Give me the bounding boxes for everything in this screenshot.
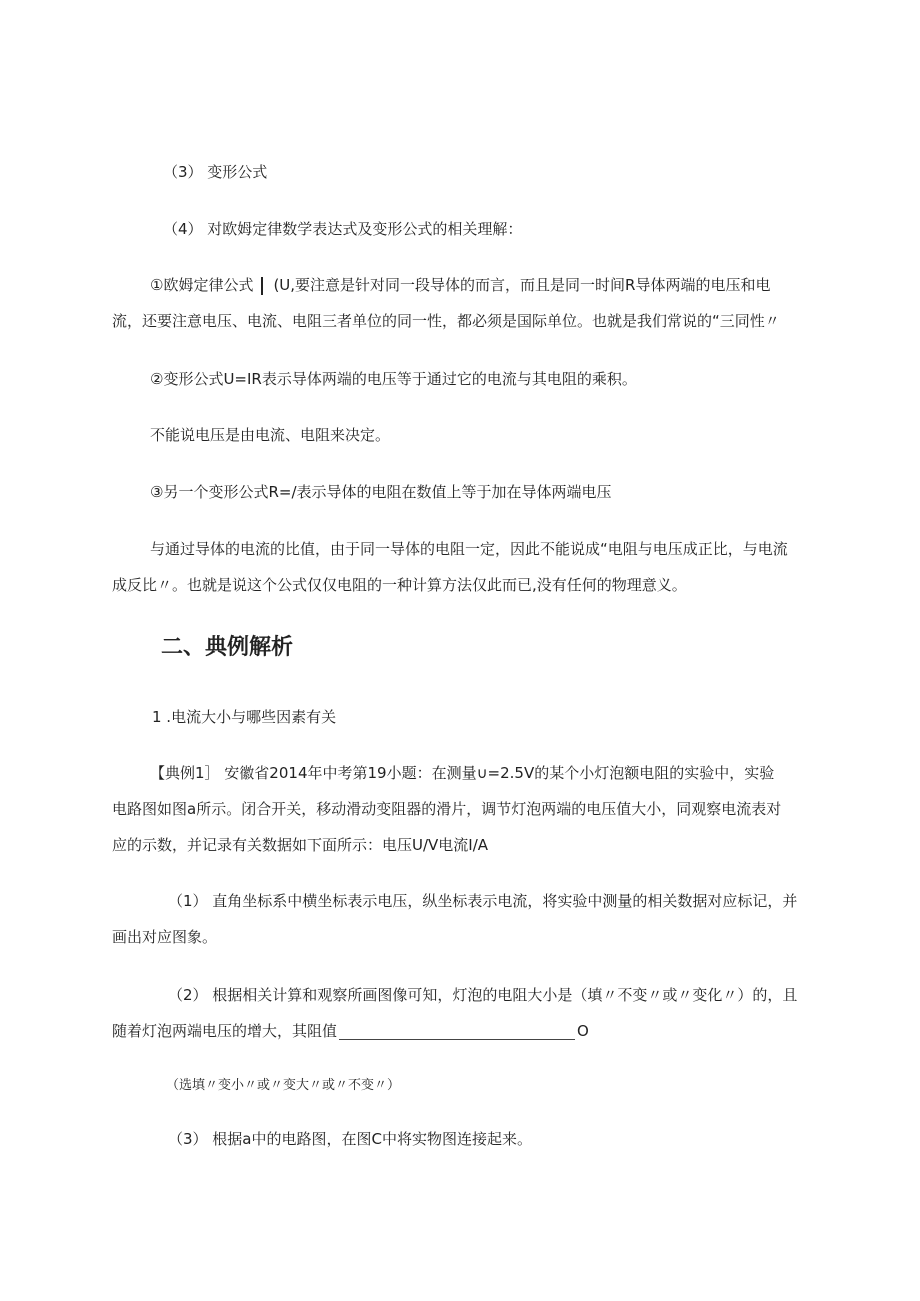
paragraph-ratio-line1: 与通过导体的电流的比值，由于同一导体的电阻一定，因此不能说成“电阻与电压成正比，与电流 <box>150 540 788 558</box>
example-1-line2: 电路图如图a所示。闭合开关，移动滑动变阻器的滑片，调节灯泡两端的电压值大小，同观察电流表对 <box>112 800 782 818</box>
formula-bar <box>261 277 263 295</box>
paragraph-ohm-formula <box>150 270 770 301</box>
paragraph-uir: ②变形公式U=IR表示导体两端的电压等于通过它的电流与其电阻的乘积。 <box>150 370 637 388</box>
paragraph-ohm-formula-line2: 流，还要注意电压、电流、电阻三者单位的同一性，都必须是国际单位。也就是我们常说的“三同性〃 <box>112 312 780 330</box>
question-2-note: （选填〃变小〃或〃变大〃或〃不变〃） <box>166 1078 401 1093</box>
question-1-line2: 画出对应图象。 <box>112 928 218 946</box>
question-2-line2-end: O <box>577 1022 589 1040</box>
question-2-line1: （2） 根据相关计算和观察所画图像可知，灯泡的电阻大小是（填〃不变〃或〃变化〃）的，且 <box>168 986 798 1004</box>
paragraph-r-formula: ③另一个变形公式R=/表示导体的电阻在数值上等于加在导体两端电压 <box>150 483 612 501</box>
question-3: （3） 根据a中的电路图，在图C中将实物图连接起来。 <box>168 1130 532 1148</box>
item-4: （4） 对欧姆定律数学表达式及变形公式的相关理解： <box>163 220 523 238</box>
question-1-line1: （1） 直角坐标系中横坐标表示电压，纵坐标表示电流，将实验中测量的相关数据对应标记，并 <box>168 892 798 910</box>
example-1-line3: 应的示数，并记录有关数据如下面所示：电压U/V电流I/A <box>112 836 489 854</box>
paragraph-ohm-formula-a: ①欧姆定律公式 <box>150 276 254 294</box>
paragraph-ratio-line2: 成反比〃。也就是说这个公式仅仅电阻的一种计算方法仅此而已,没有任何的物理意义。 <box>112 576 687 594</box>
subsection-1: 1 .电流大小与哪些因素有关 <box>152 708 337 726</box>
item-3: （3） 变形公式 <box>163 163 268 181</box>
example-1-line1: 【典例1］ 安徽省2014年中考第19小题：在测量∪=2.5V的某个小灯泡额电阻的实验中，实验 <box>150 764 775 782</box>
answer-blank[interactable] <box>339 1023 575 1040</box>
question-2-line2 <box>112 1016 589 1047</box>
section-title: 二、典例解析 <box>161 635 294 660</box>
question-2-line2-text: 随着灯泡两端电压的增大，其阻值 <box>112 1022 338 1040</box>
paragraph-ohm-formula-b: (U,要注意是针对同一段导体的而言，而且是同一时间R导体两端的电压和电 <box>273 276 771 294</box>
paragraph-voltage-note: 不能说电压是由电流、电阻来决定。 <box>150 426 391 444</box>
